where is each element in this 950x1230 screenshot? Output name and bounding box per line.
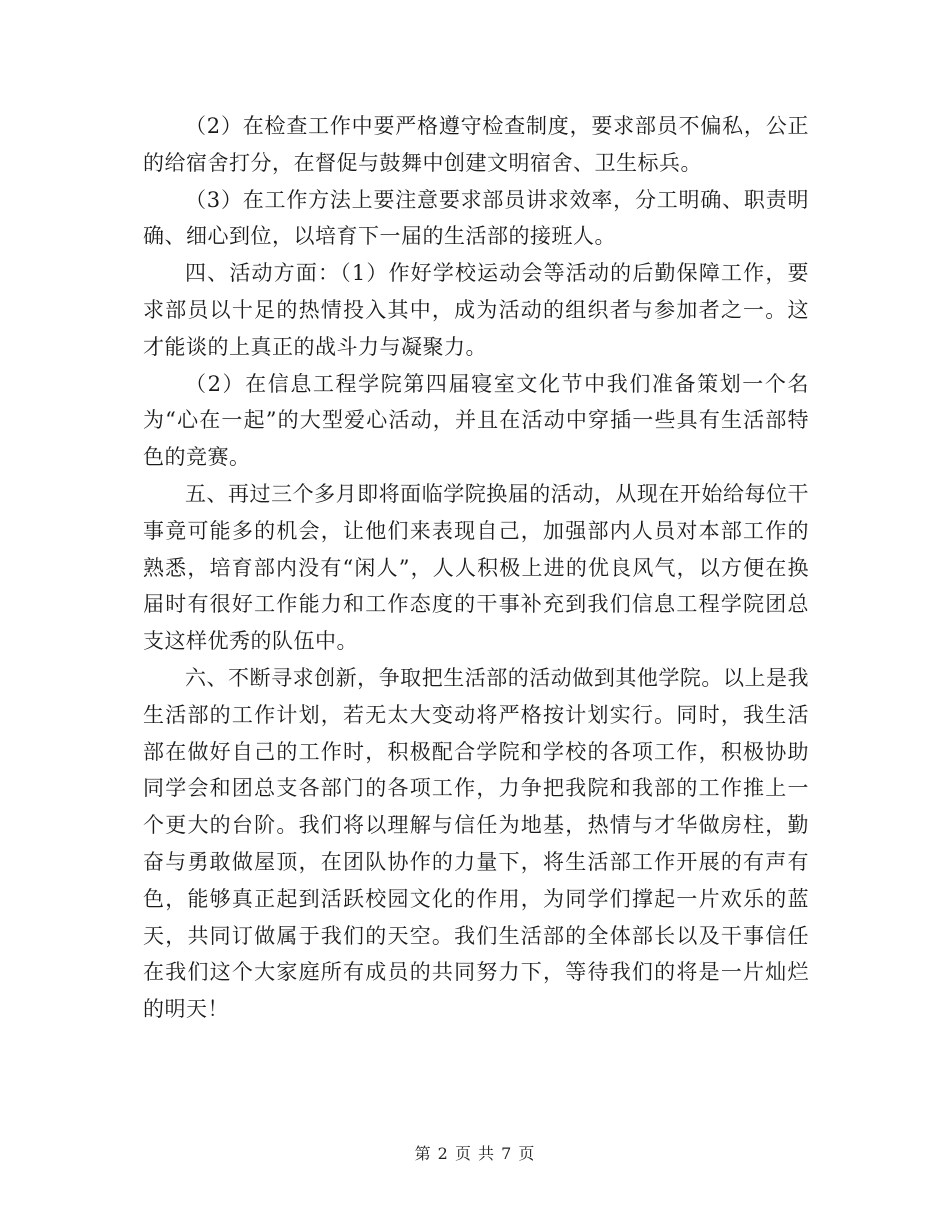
paragraph-dorm-culture-festival: （2）在信息工程学院第四届寝室文化节中我们准备策划一个名为“心在一起”的大型爱心活动，并且在活动中穿插一些具有生活部特色的竞赛。	[143, 371, 809, 470]
paragraph-innovation: 六、不断寻求创新，争取把生活部的活动做到其他学院。以上是我生活部的工作计划，若无太大变动将严格按计划实行。同时，我生活部在做好自己的工作时，积极配合学院和学校的各项工作，积极协助同学会和团总支各部门的各项工作，力争把我院和我部的工作推上一个更大的台阶。我们将以理解与信任为地基，热情与才华做房柱，勤奋与勇敢做屋顶，在团队协作的力量下，将生活部工作开展的有声有色，能够真正起到活跃校园文化的作用，为同学们撑起一片欢乐的蓝天，共同订做属于我们的天空。我们生活部的全体部长以及干事信任在我们这个大家庭所有成员的共同努力下，等待我们的将是一片灿烂的明天！	[143, 665, 809, 1022]
page-number-footer: 第 2 页 共 7 页	[414, 1144, 536, 1163]
paragraph-work-method: （3）在工作方法上要注意要求部员讲求效率，分工明确、职责明确、细心到位，以培育下一届的生活部的接班人。	[143, 187, 809, 249]
document-body	[143, 108, 809, 1028]
paragraph-activities: 四、活动方面：（1）作好学校运动会等活动的后勤保障工作，要求部员以十足的热情投入其中，成为活动的组织者与参加者之一。这才能谈的上真正的战斗力与凝聚力。	[143, 261, 809, 359]
paragraph-check-work: （2）在检查工作中要严格遵守检查制度，要求部员不偏私，公正的给宿舍打分，在督促与鼓舞中创建文明宿舍、卫生标兵。	[143, 114, 809, 175]
paragraph-transition: 五、再过三个多月即将面临学院换届的活动，从现在开始给每位干事竟可能多的机会，让他们来表现自己，加强部内人员对本部工作的熟悉，培育部内没有“闲人”，人人积极上进的优良风气，以方便在换届时有很好工作能力和工作态度的干事补充到我们信息工程学院团总支这样优秀的队伍中。	[143, 481, 809, 654]
